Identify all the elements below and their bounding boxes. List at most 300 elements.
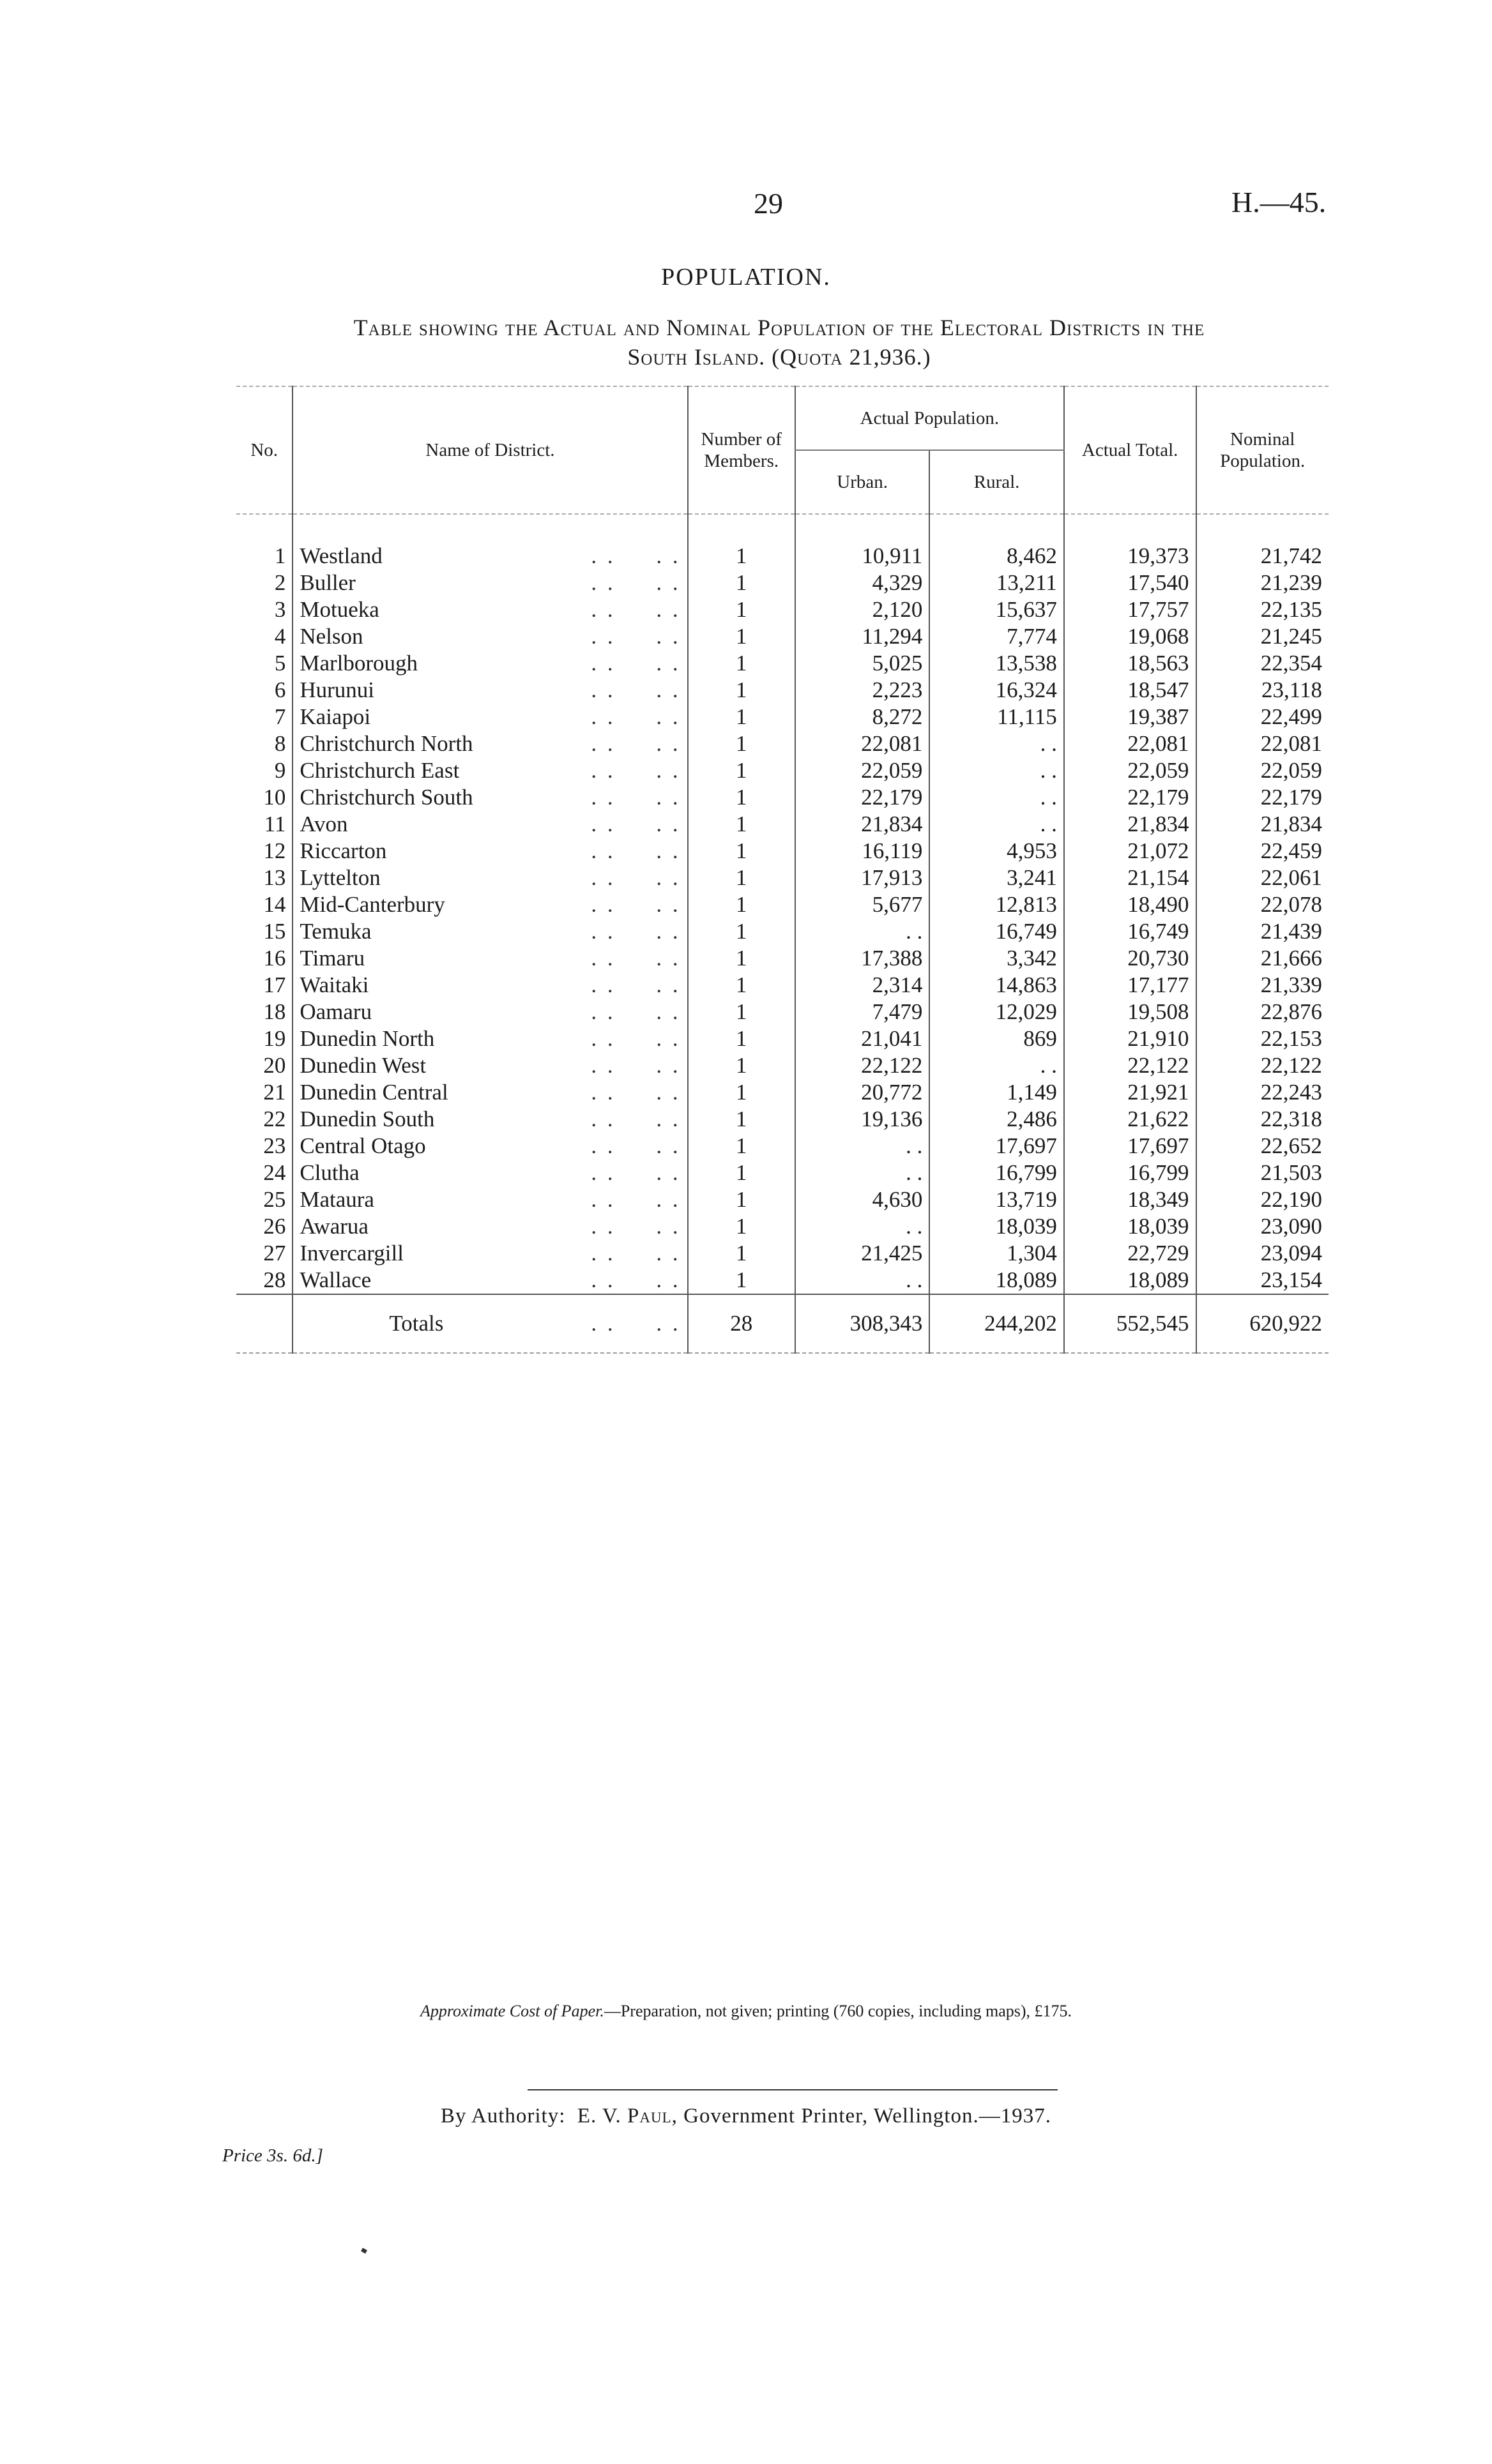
- district-name-text: Christchurch East: [300, 758, 460, 783]
- district-name: [293, 811, 687, 838]
- district-actual-total: 21,622: [1064, 1106, 1196, 1133]
- totals-label: Totals: [389, 1311, 444, 1336]
- district-members: 1: [688, 999, 795, 1025]
- district-name-text: Central Otago: [300, 1133, 426, 1158]
- district-name-text: Riccarton: [300, 838, 387, 863]
- table-row: [236, 865, 1328, 891]
- district-name: [293, 784, 687, 811]
- district-name-text: Hurunui: [300, 677, 375, 702]
- district-rural: 4,953: [929, 838, 1063, 865]
- district-members: 1: [688, 596, 795, 623]
- district-actual-total: 17,697: [1064, 1133, 1196, 1160]
- district-rural: 1,149: [929, 1079, 1063, 1106]
- leader-dots: . . . .: [591, 1160, 681, 1185]
- district-actual-total: 18,547: [1064, 677, 1196, 704]
- header-actual-population: Actual Population.: [795, 386, 1064, 450]
- district-nominal: 21,245: [1196, 623, 1329, 650]
- header-nominal-population: Nominal Population.: [1196, 386, 1329, 514]
- district-number: 14: [263, 892, 286, 917]
- leader-dots: . . . .: [591, 758, 681, 783]
- leader-dots: . . . .: [591, 865, 681, 890]
- district-number: 21: [263, 1080, 286, 1105]
- district-name-text: Westland: [300, 543, 383, 568]
- district-urban: 22,081: [795, 730, 929, 757]
- district-urban: 22,122: [795, 1052, 929, 1079]
- district-members: 1: [688, 1025, 795, 1052]
- district-urban: 11,294: [795, 623, 929, 650]
- totals-label-cell: [293, 1294, 687, 1353]
- district-name: [293, 918, 687, 945]
- district-actual-total: 21,834: [1064, 811, 1196, 838]
- district-actual-total: 21,921: [1064, 1079, 1196, 1106]
- table-row: [236, 1052, 1328, 1079]
- district-nominal: 23,118: [1196, 677, 1329, 704]
- district-urban: 10,911: [795, 543, 929, 570]
- district-number: 6: [274, 677, 286, 702]
- district-number: 7: [274, 704, 286, 729]
- district-urban: 20,772: [795, 1079, 929, 1106]
- district-rural: . .: [929, 811, 1063, 838]
- district-nominal: 22,243: [1196, 1079, 1329, 1106]
- district-name: [293, 1106, 687, 1133]
- district-rural: 2,486: [929, 1106, 1063, 1133]
- district-actual-total: 19,387: [1064, 704, 1196, 730]
- district-actual-total: 19,508: [1064, 999, 1196, 1025]
- district-members: 1: [688, 650, 795, 677]
- district-urban: . .: [795, 1160, 929, 1186]
- district-actual-total: 18,349: [1064, 1186, 1196, 1213]
- leader-dots: . . . .: [591, 1026, 681, 1051]
- leader-dots: . . . .: [591, 731, 681, 756]
- table-row: [236, 1267, 1328, 1294]
- district-name-text: Mataura: [300, 1187, 374, 1212]
- district-actual-total: 22,179: [1064, 784, 1196, 811]
- header-district-name: Name of District.: [293, 386, 687, 514]
- leader-dots: . . . .: [591, 1241, 681, 1266]
- district-nominal: 22,459: [1196, 838, 1329, 865]
- district-members: 1: [688, 784, 795, 811]
- district-name-text: Wallace: [300, 1267, 372, 1292]
- district-actual-total: 18,490: [1064, 891, 1196, 918]
- district-nominal: 22,135: [1196, 596, 1329, 623]
- district-name-text: Lyttelton: [300, 865, 381, 890]
- leader-dots: . . . .: [591, 919, 681, 944]
- district-number: 12: [263, 838, 286, 863]
- district-rural: 7,774: [929, 623, 1063, 650]
- table-row: [236, 1133, 1328, 1160]
- district-members: 1: [688, 891, 795, 918]
- district-rural: 869: [929, 1025, 1063, 1052]
- district-nominal: 23,094: [1196, 1240, 1329, 1267]
- leader-dots: . . . .: [591, 543, 681, 568]
- district-rural: . .: [929, 757, 1063, 784]
- totals-members: 28: [688, 1294, 795, 1353]
- district-members: 1: [688, 677, 795, 704]
- district-name: [293, 1186, 687, 1213]
- district-urban: 7,479: [795, 999, 929, 1025]
- table-row: [236, 570, 1328, 596]
- district-rural: 1,304: [929, 1240, 1063, 1267]
- totals-row: [236, 1294, 1328, 1353]
- header-no: No.: [250, 440, 278, 460]
- district-number: 25: [263, 1187, 286, 1212]
- district-nominal: 21,666: [1196, 945, 1329, 972]
- header-members: Number of Members.: [688, 386, 795, 514]
- district-name: [293, 730, 687, 757]
- district-actual-total: 18,039: [1064, 1213, 1196, 1240]
- district-name: [293, 865, 687, 891]
- totals-leader-dots: . . . .: [591, 1311, 681, 1336]
- district-name: [293, 1133, 687, 1160]
- table-row: [236, 1025, 1328, 1052]
- table-row: [236, 677, 1328, 704]
- population-table: [236, 386, 1328, 1354]
- district-urban: 17,913: [795, 865, 929, 891]
- district-name-text: Invercargill: [300, 1241, 404, 1266]
- header-urban: Urban.: [795, 450, 929, 514]
- leader-dots: . . . .: [591, 651, 681, 676]
- district-urban: 8,272: [795, 704, 929, 730]
- district-actual-total: 21,072: [1064, 838, 1196, 865]
- district-name: [293, 543, 687, 570]
- district-urban: . .: [795, 1133, 929, 1160]
- district-name-text: Kaiapoi: [300, 704, 371, 729]
- district-name: [293, 704, 687, 730]
- district-number: 22: [263, 1107, 286, 1131]
- district-members: 1: [688, 570, 795, 596]
- district-members: 1: [688, 1079, 795, 1106]
- district-name: [293, 623, 687, 650]
- district-rural: . .: [929, 1052, 1063, 1079]
- leader-dots: . . . .: [591, 1080, 681, 1105]
- district-name-text: Oamaru: [300, 999, 372, 1024]
- price-note: Price 3s. 6d.]: [222, 2145, 323, 2166]
- table-body: [236, 514, 1328, 1294]
- district-nominal: 22,122: [1196, 1052, 1329, 1079]
- document-reference: H.—45.: [1231, 186, 1327, 218]
- district-name: [293, 1052, 687, 1079]
- population-table-container: [236, 386, 1328, 1354]
- table-row: [236, 1160, 1328, 1186]
- district-nominal: 22,061: [1196, 865, 1329, 891]
- district-urban: 16,119: [795, 838, 929, 865]
- district-number: 11: [264, 812, 286, 836]
- district-name-text: Dunedin West: [300, 1053, 427, 1078]
- district-actual-total: 16,799: [1064, 1160, 1196, 1186]
- district-urban: 22,059: [795, 757, 929, 784]
- district-nominal: 22,059: [1196, 757, 1329, 784]
- district-actual-total: 20,730: [1064, 945, 1196, 972]
- district-name-text: Marlborough: [300, 651, 418, 676]
- district-number: 8: [274, 731, 286, 756]
- district-actual-total: 16,749: [1064, 918, 1196, 945]
- district-members: 1: [688, 704, 795, 730]
- district-nominal: 21,503: [1196, 1160, 1329, 1186]
- table-row: [236, 838, 1328, 865]
- district-actual-total: 18,563: [1064, 650, 1196, 677]
- district-name: [293, 1267, 687, 1294]
- district-number: 3: [274, 597, 286, 622]
- authority-rest: Government Printer, Wellington.—1937.: [683, 2105, 1052, 2128]
- leader-dots: . . . .: [591, 1267, 681, 1292]
- district-name: [293, 1213, 687, 1240]
- district-name-text: Christchurch North: [300, 731, 473, 756]
- cost-note-text: —Preparation, not given; printing (760 copies, including maps), £175.: [604, 2002, 1072, 2020]
- district-members: 1: [688, 865, 795, 891]
- leader-dots: . . . .: [591, 624, 681, 649]
- district-nominal: 21,239: [1196, 570, 1329, 596]
- district-nominal: 22,354: [1196, 650, 1329, 677]
- table-row: [236, 999, 1328, 1025]
- district-nominal: 22,081: [1196, 730, 1329, 757]
- district-rural: 18,089: [929, 1267, 1063, 1294]
- district-name-text: Christchurch South: [300, 785, 473, 810]
- district-members: 1: [688, 730, 795, 757]
- district-number: 24: [263, 1160, 286, 1185]
- district-actual-total: 22,081: [1064, 730, 1196, 757]
- district-number: 10: [263, 785, 286, 810]
- district-name: [293, 891, 687, 918]
- district-urban: 4,630: [795, 1186, 929, 1213]
- district-rural: 13,719: [929, 1186, 1063, 1213]
- district-nominal: 22,499: [1196, 704, 1329, 730]
- district-name: [293, 999, 687, 1025]
- district-members: 1: [688, 1133, 795, 1160]
- leader-dots: . . . .: [591, 812, 681, 836]
- district-urban: 5,677: [795, 891, 929, 918]
- district-rural: 16,749: [929, 918, 1063, 945]
- district-name-text: Dunedin South: [300, 1107, 435, 1131]
- district-rural: 12,813: [929, 891, 1063, 918]
- leader-dots: . . . .: [591, 704, 681, 729]
- table-spacer-row: [236, 514, 1328, 543]
- district-rural: 12,029: [929, 999, 1063, 1025]
- district-rural: 14,863: [929, 972, 1063, 999]
- district-members: 1: [688, 918, 795, 945]
- district-actual-total: 22,729: [1064, 1240, 1196, 1267]
- district-members: 1: [688, 1213, 795, 1240]
- district-rural: 3,241: [929, 865, 1063, 891]
- leader-dots: . . . .: [591, 972, 681, 997]
- leader-dots: . . . .: [591, 1053, 681, 1078]
- district-name: [293, 945, 687, 972]
- totals-rural: 244,202: [929, 1294, 1063, 1353]
- leader-dots: . . . .: [591, 677, 681, 702]
- table-caption-line-1: Table showing the Actual and Nominal Population of the Electoral Districts in the: [353, 315, 1205, 340]
- district-members: 1: [688, 1106, 795, 1133]
- leader-dots: . . . .: [591, 838, 681, 863]
- district-name: [293, 1025, 687, 1052]
- district-name: [293, 570, 687, 596]
- district-rural: 8,462: [929, 543, 1063, 570]
- district-number: 19: [263, 1026, 286, 1051]
- district-name-text: Temuka: [300, 919, 372, 944]
- district-number: 26: [263, 1214, 286, 1239]
- table-row: [236, 811, 1328, 838]
- district-actual-total: 19,068: [1064, 623, 1196, 650]
- totals-urban: 308,343: [795, 1294, 929, 1353]
- district-number: 23: [263, 1133, 286, 1158]
- district-members: 1: [688, 811, 795, 838]
- district-actual-total: 17,757: [1064, 596, 1196, 623]
- stray-ink-mark: [361, 2248, 367, 2253]
- table-row: [236, 650, 1328, 677]
- district-nominal: 22,318: [1196, 1106, 1329, 1133]
- table-row: [236, 1240, 1328, 1267]
- leader-dots: . . . .: [591, 1187, 681, 1212]
- district-name-text: Waitaki: [300, 972, 369, 997]
- district-name: [293, 677, 687, 704]
- district-name: [293, 757, 687, 784]
- district-urban: . .: [795, 1267, 929, 1294]
- table-row: [236, 1106, 1328, 1133]
- printer-authority: [0, 2105, 1492, 2128]
- district-members: 1: [688, 757, 795, 784]
- table-row: [236, 623, 1328, 650]
- leader-dots: . . . .: [591, 999, 681, 1024]
- district-number: 20: [263, 1053, 286, 1078]
- district-urban: 17,388: [795, 945, 929, 972]
- leader-dots: . . . .: [591, 892, 681, 917]
- district-number: 17: [263, 972, 286, 997]
- district-actual-total: 22,059: [1064, 757, 1196, 784]
- table-row: [236, 945, 1328, 972]
- district-name: [293, 596, 687, 623]
- district-rural: . .: [929, 730, 1063, 757]
- cost-note-label: Approximate Cost of Paper.: [420, 2002, 604, 2020]
- district-rural: 18,039: [929, 1213, 1063, 1240]
- leader-dots: . . . .: [591, 1214, 681, 1239]
- district-nominal: 21,339: [1196, 972, 1329, 999]
- table-caption-line-2: South Island. (Quota 21,936.): [627, 344, 931, 370]
- district-members: 1: [688, 1267, 795, 1294]
- table-row: [236, 918, 1328, 945]
- district-members: 1: [688, 1186, 795, 1213]
- footer-divider: [528, 2089, 1058, 2090]
- district-name: [293, 650, 687, 677]
- leader-dots: . . . .: [591, 785, 681, 810]
- leader-dots: . . . .: [591, 1107, 681, 1131]
- district-number: 18: [263, 999, 286, 1024]
- district-actual-total: 21,154: [1064, 865, 1196, 891]
- totals-nominal: 620,922: [1196, 1294, 1329, 1353]
- table-row: [236, 757, 1328, 784]
- district-nominal: 21,834: [1196, 811, 1329, 838]
- district-number: 28: [263, 1267, 286, 1292]
- district-urban: 19,136: [795, 1106, 929, 1133]
- district-members: 1: [688, 1160, 795, 1186]
- table-row: [236, 704, 1328, 730]
- district-name-text: Avon: [300, 812, 348, 836]
- district-nominal: 21,742: [1196, 543, 1329, 570]
- district-actual-total: 22,122: [1064, 1052, 1196, 1079]
- district-name-text: Awarua: [300, 1214, 369, 1239]
- district-actual-total: 19,373: [1064, 543, 1196, 570]
- authority-prefix: By Authority:: [440, 2105, 566, 2128]
- district-members: 1: [688, 972, 795, 999]
- leader-dots: . . . .: [591, 1133, 681, 1158]
- page-number: 29: [754, 187, 783, 220]
- district-name-text: Mid-Canterbury: [300, 892, 445, 917]
- district-actual-total: 21,910: [1064, 1025, 1196, 1052]
- district-members: 1: [688, 945, 795, 972]
- district-nominal: 23,154: [1196, 1267, 1329, 1294]
- district-name-text: Buller: [300, 570, 356, 595]
- district-rural: 16,324: [929, 677, 1063, 704]
- district-urban: 22,179: [795, 784, 929, 811]
- district-nominal: 22,153: [1196, 1025, 1329, 1052]
- district-nominal: 22,876: [1196, 999, 1329, 1025]
- district-rural: . .: [929, 784, 1063, 811]
- district-number: 27: [263, 1241, 286, 1266]
- district-urban: 21,834: [795, 811, 929, 838]
- district-members: 1: [688, 1052, 795, 1079]
- district-number: 15: [263, 919, 286, 944]
- district-number: 1: [274, 543, 286, 568]
- district-name-text: Clutha: [300, 1160, 360, 1185]
- district-urban: 2,314: [795, 972, 929, 999]
- district-nominal: 22,179: [1196, 784, 1329, 811]
- district-urban: 5,025: [795, 650, 929, 677]
- header-rural: Rural.: [929, 450, 1063, 514]
- district-urban: 2,223: [795, 677, 929, 704]
- district-members: 1: [688, 1240, 795, 1267]
- district-name: [293, 1079, 687, 1106]
- district-rural: 3,342: [929, 945, 1063, 972]
- cost-note: [0, 2002, 1492, 2021]
- district-rural: 13,211: [929, 570, 1063, 596]
- table-row: [236, 891, 1328, 918]
- district-urban: 4,329: [795, 570, 929, 596]
- table-row: [236, 543, 1328, 570]
- district-nominal: 22,652: [1196, 1133, 1329, 1160]
- authority-name: E. V. Paul,: [577, 2105, 678, 2128]
- table-row: [236, 1213, 1328, 1240]
- district-name: [293, 1160, 687, 1186]
- district-rural: 16,799: [929, 1160, 1063, 1186]
- district-number: 5: [274, 651, 286, 676]
- district-number: 2: [274, 570, 286, 595]
- district-urban: . .: [795, 918, 929, 945]
- district-nominal: 23,090: [1196, 1213, 1329, 1240]
- district-members: 1: [688, 838, 795, 865]
- totals-actual-total: 552,545: [1064, 1294, 1196, 1353]
- district-number: 9: [274, 758, 286, 783]
- district-name-text: Motueka: [300, 597, 379, 622]
- header-actual-total: Actual Total.: [1064, 386, 1196, 514]
- district-actual-total: 17,177: [1064, 972, 1196, 999]
- district-rural: 13,538: [929, 650, 1063, 677]
- district-urban: 2,120: [795, 596, 929, 623]
- district-nominal: 22,078: [1196, 891, 1329, 918]
- district-number: 4: [274, 624, 286, 649]
- leader-dots: . . . .: [591, 570, 681, 595]
- district-number: 13: [263, 865, 286, 890]
- leader-dots: . . . .: [591, 597, 681, 622]
- district-name-text: Dunedin Central: [300, 1080, 448, 1105]
- district-urban: 21,425: [795, 1240, 929, 1267]
- district-rural: 15,637: [929, 596, 1063, 623]
- leader-dots: . . . .: [591, 946, 681, 971]
- district-number: 16: [263, 946, 286, 971]
- district-members: 1: [688, 623, 795, 650]
- district-name: [293, 838, 687, 865]
- district-nominal: 22,190: [1196, 1186, 1329, 1213]
- district-name-text: Nelson: [300, 624, 363, 649]
- table-row: [236, 1079, 1328, 1106]
- table-row: [236, 596, 1328, 623]
- district-urban: . .: [795, 1213, 929, 1240]
